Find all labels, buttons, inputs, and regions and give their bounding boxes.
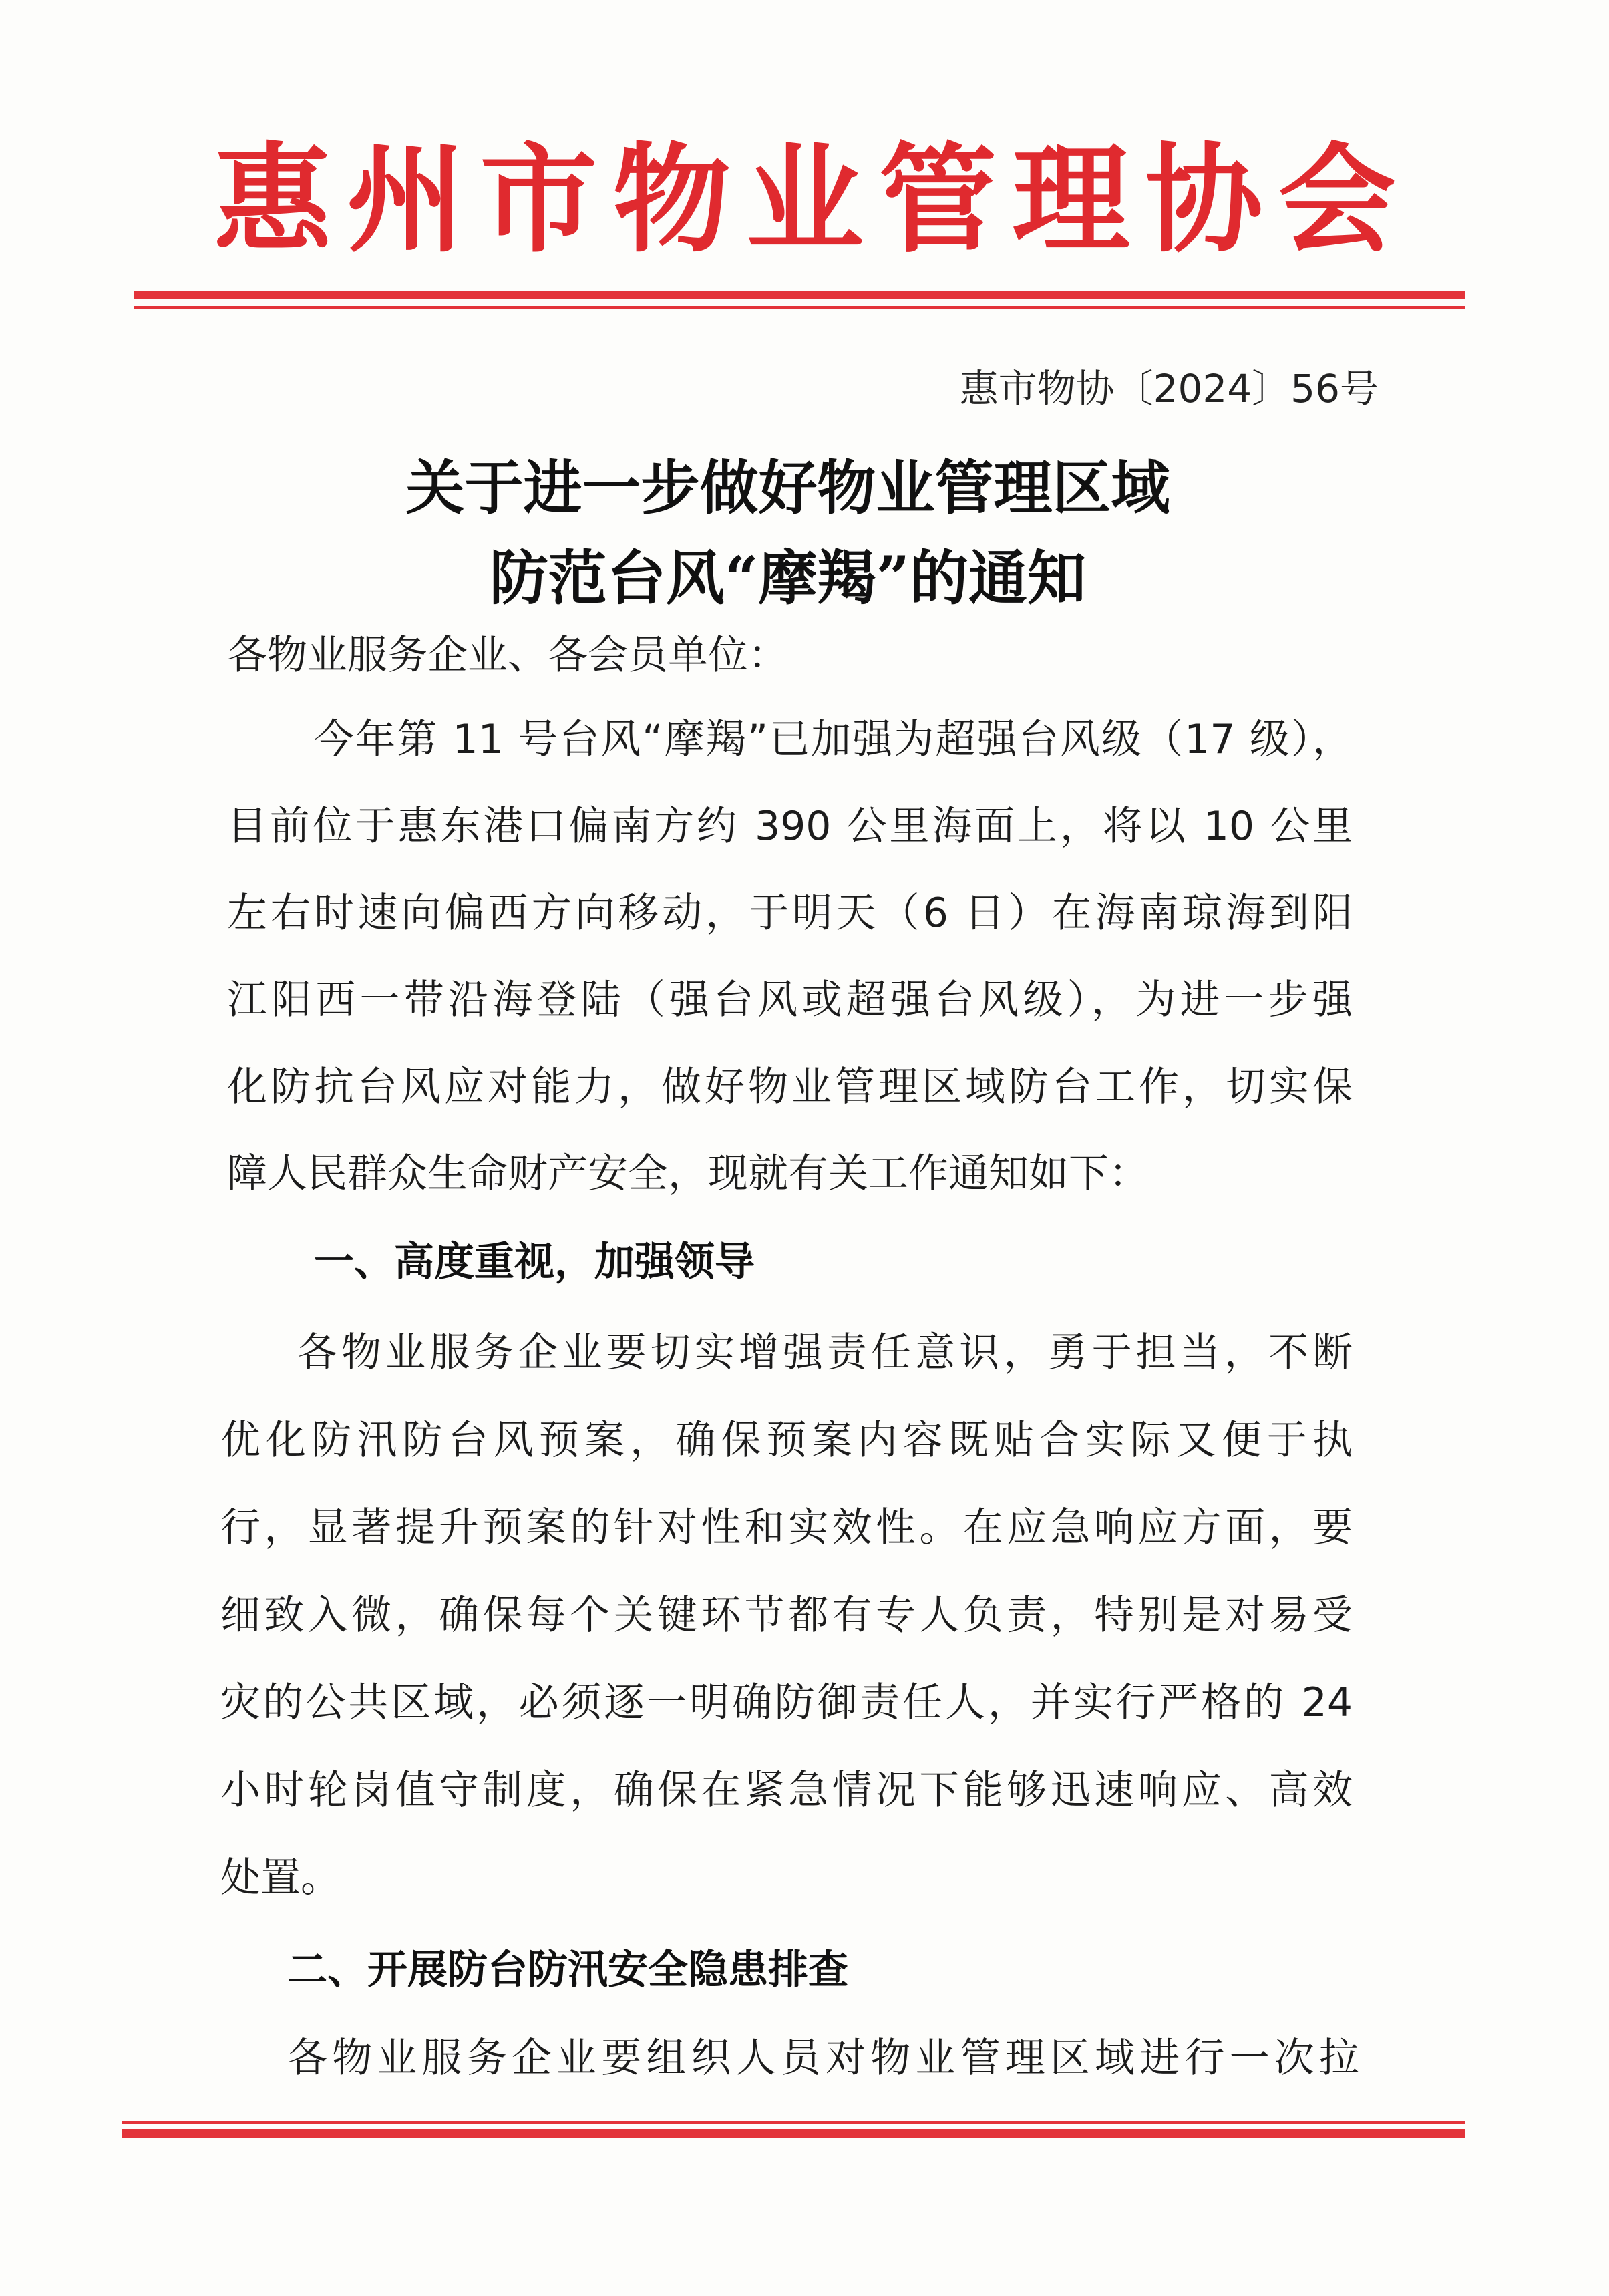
intro-line: 江阳西一带沿海登陆（强台风或超强台风级），为进一步强 [227,977,1353,1023]
footer-rule-thin [122,2121,1465,2124]
section-1-line: 细致入微，确保每个关键环节都有专人负责，特别是对易受 [220,1592,1353,1639]
intro-line: 今年第 11 号台风“摩羯”已加强为超强台风级（17 级）， [314,716,1353,763]
org-name-char: 物 [612,132,731,269]
org-name-char: 管 [879,132,997,269]
org-name-char: 协 [1145,132,1263,269]
header-rule-thin [134,306,1465,309]
section-1-line: 处置。 [220,1854,341,1901]
section-1-line: 各物业服务企业要切实增强责任意识，勇于担当，不断 [297,1329,1353,1376]
section-2-line: 各物业服务企业要组织人员对物业管理区域进行一次拉 [287,2035,1359,2082]
section-1-line: 灾的公共区域，必须逐一明确防御责任人，并实行严格的 24 [220,1679,1353,1726]
section-1-line: 行，显著提升预案的针对性和实效性。在应急响应方面，要 [220,1504,1353,1551]
section-heading-2: 二、开展防台防汛安全隐患排查 [287,1947,848,1993]
intro-line: 左右时速向偏西方向移动，于明天（6 日）在海南琼海到阳 [227,890,1353,937]
document-title-line-2: 防范台风“摩羯”的通知 [489,543,1087,613]
org-name-char: 理 [1012,132,1130,269]
header-rule-thick [134,291,1465,299]
organization-header [214,130,1396,271]
org-name-char: 州 [347,132,465,269]
org-name-char: 业 [745,132,864,269]
section-1-line: 小时轮岗值守制度，确保在紧急情况下能够迅速响应、高效 [220,1767,1353,1814]
document-number: 惠市物协〔2024〕56号 [959,366,1379,412]
document-title-line-1: 关于进一步做好物业管理区域 [405,453,1170,522]
intro-line: 化防抗台风应对能力，做好物业管理区域防台工作，切实保 [227,1063,1353,1110]
org-name-char: 惠 [214,132,332,269]
footer-rule-thick [122,2129,1465,2138]
intro-line: 目前位于惠东港口偏南方约 390 公里海面上，将以 10 公里 [227,803,1353,850]
org-name-char: 市 [480,132,598,269]
salutation: 各物业服务企业、各会员单位： [227,632,788,679]
org-name-char: 会 [1278,132,1396,269]
section-1-line: 优化防汛防台风预案，确保预案内容既贴合实际又便于执 [220,1417,1353,1464]
section-heading-1: 一、高度重视，加强领导 [314,1239,755,1285]
intro-line: 障人民群众生命财产安全，现就有关工作通知如下： [227,1150,1149,1197]
